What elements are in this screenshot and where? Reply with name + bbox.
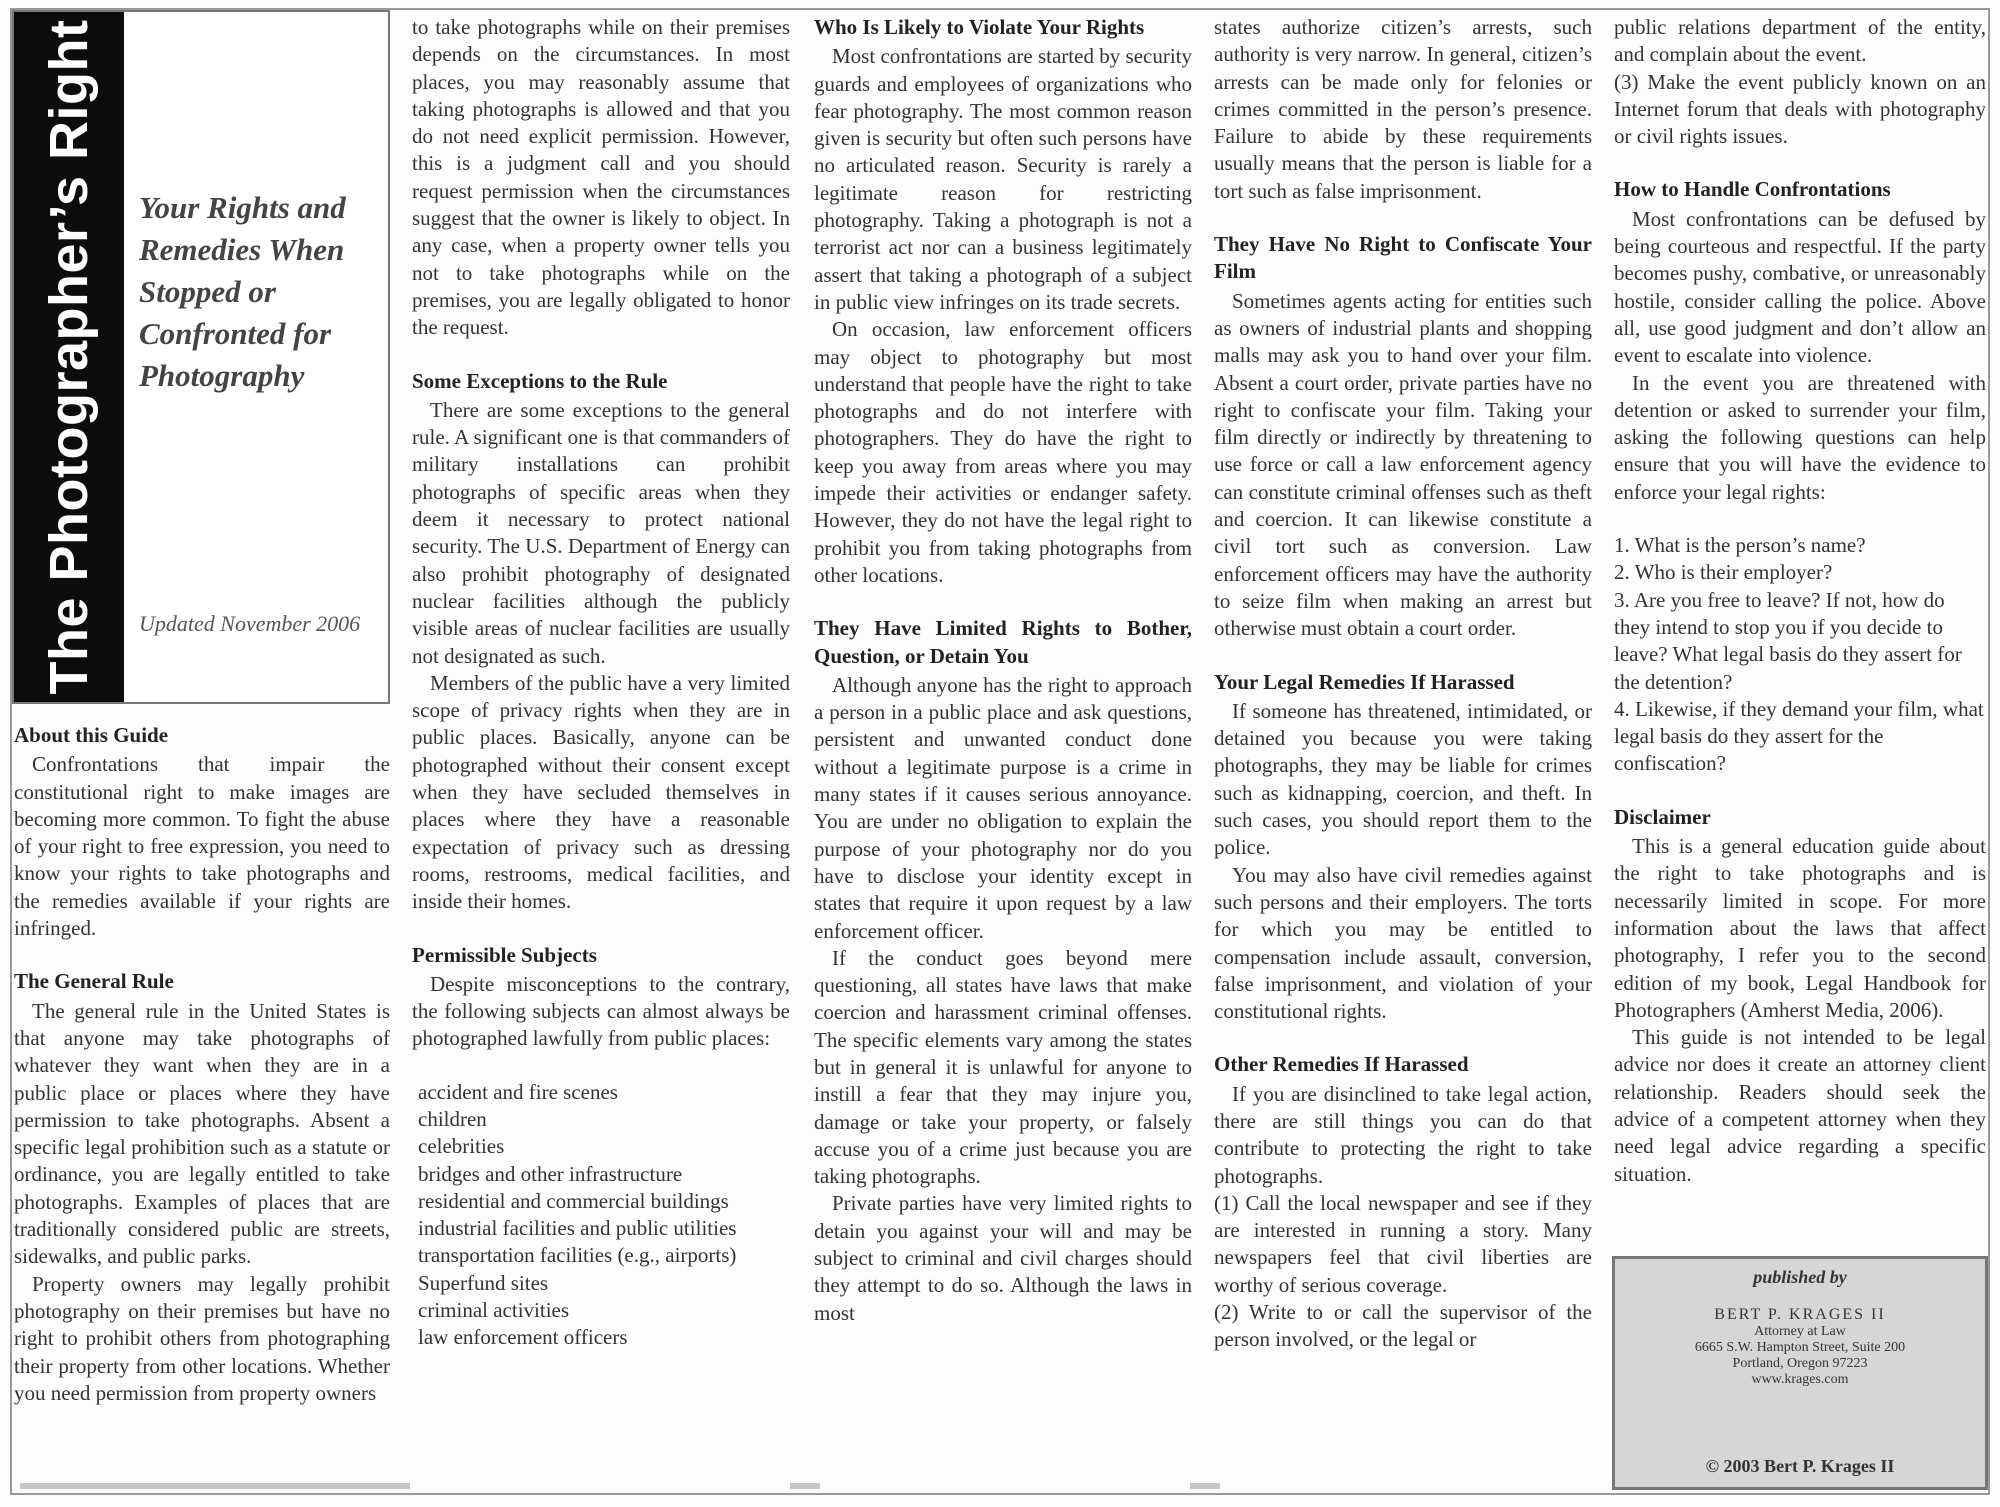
- guide-subtitle: Your Rights and Remedies When Stopped or Confronted for Photography: [139, 190, 346, 393]
- publisher-box: [1612, 1256, 1988, 1490]
- fold-mark: [1190, 1483, 1220, 1489]
- publisher-city: Portland, Oregon 97223: [1732, 1356, 1868, 1371]
- paragraph: Private parties have very limited rights to detain you against your will and may be subject to criminal and civil charges should they attempt to do so. Although the laws in most: [814, 1191, 1192, 1325]
- list-item: residential and commercial buildings: [418, 1188, 729, 1213]
- fold-mark: [20, 1483, 410, 1489]
- paragraph: (1) Call the local newspaper and see if they are interested in running a story. Many newspapers feel that civil liberties are worthy of serious coverage.: [1214, 1190, 1592, 1297]
- title-bar: [14, 12, 124, 702]
- list-item: children: [418, 1106, 487, 1131]
- paragraph: Most confrontations can be defused by being courteous and respectful. If the party becomes pushy, combative, or unreasonably hostile, consider calling the police. Above all, use good judgment and don’t allow an event to escalate into violence.: [1614, 206, 1986, 368]
- list-item: 1. What is the person’s name?: [1614, 533, 1866, 558]
- guide-title: The Photographer’s Right: [39, 19, 99, 695]
- paragraph: Confrontations that impair the constitutional right to make images are becoming more common. To fight the abuse of your right to free expression, you need to know your rights to take photographs and the remedies available if your rights are infringed.: [14, 752, 390, 941]
- list-item: 4. Likewise, if they demand your film, what legal basis do they assert for the confiscation?: [1614, 696, 1984, 776]
- copyright-notice: © 2003 Bert P. Krages II: [1705, 1456, 1895, 1476]
- list-item: law enforcement officers: [418, 1325, 628, 1350]
- subjects-list: [418, 1079, 790, 1352]
- column-2: [412, 14, 790, 1477]
- section-heading: The General Rule: [14, 969, 174, 994]
- questions-list: [1614, 532, 1986, 778]
- publisher-address: 6665 S.W. Hampton Street, Suite 200: [1694, 1340, 1906, 1355]
- paragraph: Members of the public have a very limited scope of privacy rights when they are in public places. Basically, anyone can be photographed without their consent except when they have secluded themselves in places where they have a reasonable expectation of privacy such as dressing rooms, restrooms, medical facilities, and inside their homes.: [412, 670, 790, 914]
- paragraph: On occasion, law enforcement officers may object to photography but most understand that people have the right to take photographs and do not interfere with photographers. They do have the right to keep you away from areas where you may impede their activities or endanger safety. However, they do not have the legal right to prohibit you from taking photographs from other locations.: [814, 317, 1192, 587]
- paragraph: to take photographs while on their premises depends on the circumstances. In most places, you may reasonably assume that taking photographs is allowed and that you do not need explicit permission. However, this is a judgment call and you should request permission when the circumstances suggest that the owner is likely to object. In any case, when a property owner tells you not to take photographs while on the premises, you are legally obligated to honor the request.: [412, 15, 790, 340]
- paragraph: Most confrontations are started by security guards and employees of organizations who fear photography. The most common reason given is security but often such persons have no articulated reason. Security is rarely a legitimate reason for restricting photography. Taking a photograph is not a terrorist act nor can a business legitimately assert that taking a photograph of a subject in public view infringes on its trade secrets.: [814, 44, 1192, 314]
- paragraph: In the event you are threatened with detention or asked to surrender your film, asking the following questions can help ensure that you will have the evidence to enforce your legal rights:: [1614, 370, 1986, 504]
- list-item: celebrities: [418, 1134, 505, 1159]
- fold-mark: [790, 1483, 820, 1489]
- section-heading: How to Handle Confrontations: [1614, 177, 1891, 202]
- paragraph: Sometimes agents acting for entities such as owners of industrial plants and shopping malls may ask you to hand over your film. Absent a court order, private parties have no right to confiscate your film. Taking your film directly or indirectly by threatening to use force or call a law enforcement agency can constitute criminal offenses such as theft and coercion. It can likewise constitute a civil tort such as conversion. Law enforcement officers may have the authority to seize film when making an arrest but otherwise must obtain a court order.: [1214, 288, 1592, 641]
- paragraph: public relations department of the entity, and complain about the event.: [1614, 15, 1986, 67]
- publisher-title: Attorney at Law: [1754, 1324, 1846, 1339]
- column-1: [14, 722, 390, 1477]
- paragraph: If someone has threatened, intimidated, or detained you because you were taking photographs, they may be liable for crimes such as kidnapping, coercion, and theft. In such cases, you should report them to the police.: [1214, 698, 1592, 860]
- paragraph: Property owners may legally prohibit photography on their premises but have no right to prohibit others from photographing their property from other locations. Whether you need permission from property owners: [14, 1271, 390, 1405]
- paragraph: This guide is not intended to be legal advice nor does it create an attorney client relationship. Readers should seek the advice of a competent attorney when they need legal advice regarding a specific situation.: [1614, 1025, 1986, 1186]
- updated-date: Updated November 2006: [139, 611, 361, 636]
- column-3: [814, 14, 1192, 1477]
- publisher-name: BERT P. KRAGES II: [1714, 1306, 1886, 1323]
- section-heading: Who Is Likely to Violate Your Rights: [814, 15, 1145, 39]
- list-item: Superfund sites: [418, 1270, 549, 1295]
- paragraph: The general rule in the United States is that anyone may take photographs of whatever they want when they are in a public place or places where they have permission to take photographs. Absent a specific legal prohibition such as a statute or ordinance, you are legally entitled to take photographs. Examples of places that are traditionally considered public are streets, sidewalks, and public parks.: [14, 998, 390, 1269]
- section-heading: Permissible Subjects: [412, 942, 597, 967]
- list-item: bridges and other infrastructure: [418, 1161, 683, 1186]
- list-item: 2. Who is their employer?: [1614, 560, 1833, 585]
- section-heading: They Have Limited Rights to Bother, Question, or Detain You: [814, 616, 1192, 668]
- paragraph: Although anyone has the right to approach a person in a public place and ask questions, persistent and unwanted conduct done without a legitimate purpose is a crime in many states if it causes serious annoyance. You are under no obligation to explain the purpose of your photography nor do you have to disclose your identity except in states that require it upon request by a law enforcement officer.: [814, 672, 1192, 943]
- column-5: [1614, 14, 1986, 1237]
- paragraph: If you are disinclined to take legal action, there are still things you can do that contribute to protecting the right to take photographs.: [1214, 1081, 1592, 1188]
- list-item: 3. Are you free to leave? If not, how do they intend to stop you if you decide to leave? What legal basis do they assert for the detention?: [1614, 587, 1962, 694]
- paragraph: states authorize citizen’s arrests, such authority is very narrow. In general, citizen’s arrests can be made only for felonies or crimes committed in the person’s presence. Failure to abide by these requirements usually means that the person is liable for a tort such as false imprisonment.: [1214, 15, 1592, 203]
- paragraph: (3) Make the event publicly known on an Internet forum that deals with photography or civil rights issues.: [1614, 69, 1986, 149]
- title-panel: [12, 10, 390, 704]
- column-4: [1214, 14, 1592, 1477]
- section-heading: Your Legal Remedies If Harassed: [1214, 669, 1515, 694]
- publisher-website: www.krages.com: [1751, 1372, 1849, 1387]
- section-heading: Disclaimer: [1614, 804, 1711, 829]
- paragraph: Despite misconceptions to the contrary, the following subjects can almost always be photographed lawfully from public places:: [412, 971, 790, 1051]
- section-heading: They Have No Right to Confiscate Your Film: [1214, 232, 1592, 284]
- paragraph: There are some exceptions to the general rule. A significant one is that commanders of military installations can prohibit photographs of specific areas when they deem it necessary to protect national security. The U.S. Department of Energy can also prohibit photography of designated nuclear facilities although the publicly visible areas of nuclear facilities are usually not designated as such.: [412, 397, 790, 668]
- paragraph: If the conduct goes beyond mere questioning, all states have laws that make coercion and harassment criminal offenses. The specific elements vary among the states but in general it is unlawful for anyone to instill a fear that they may injure you, damage or take your property, or falsely accuse you of a crime just because you are taking photographs.: [814, 945, 1192, 1189]
- paragraph: You may also have civil remedies against such persons and their employers. The torts for which you may be entitled to compensation include assault, conversion, false imprisonment, and violation of your constitutional rights.: [1214, 862, 1592, 1024]
- publisher-label: published by: [1753, 1267, 1847, 1287]
- list-item: accident and fire scenes: [418, 1079, 618, 1104]
- list-item: industrial facilities and public utilities: [418, 1216, 737, 1241]
- section-heading: Some Exceptions to the Rule: [412, 368, 668, 393]
- paragraph: This is a general education guide about the right to take photographs and is necessarily limited in scope. For more information about the laws that affect photography, I refer you to the second edition of my book, Legal Handbook for Photographers (Amherst Media, 2006).: [1614, 834, 1986, 1022]
- paragraph: (2) Write to or call the supervisor of the person involved, or the legal or: [1214, 1300, 1592, 1352]
- list-item: criminal activities: [418, 1298, 570, 1323]
- list-item: transportation facilities (e.g., airports): [418, 1243, 737, 1268]
- section-heading: About this Guide: [14, 723, 169, 747]
- section-heading: Other Remedies If Harassed: [1214, 1052, 1469, 1077]
